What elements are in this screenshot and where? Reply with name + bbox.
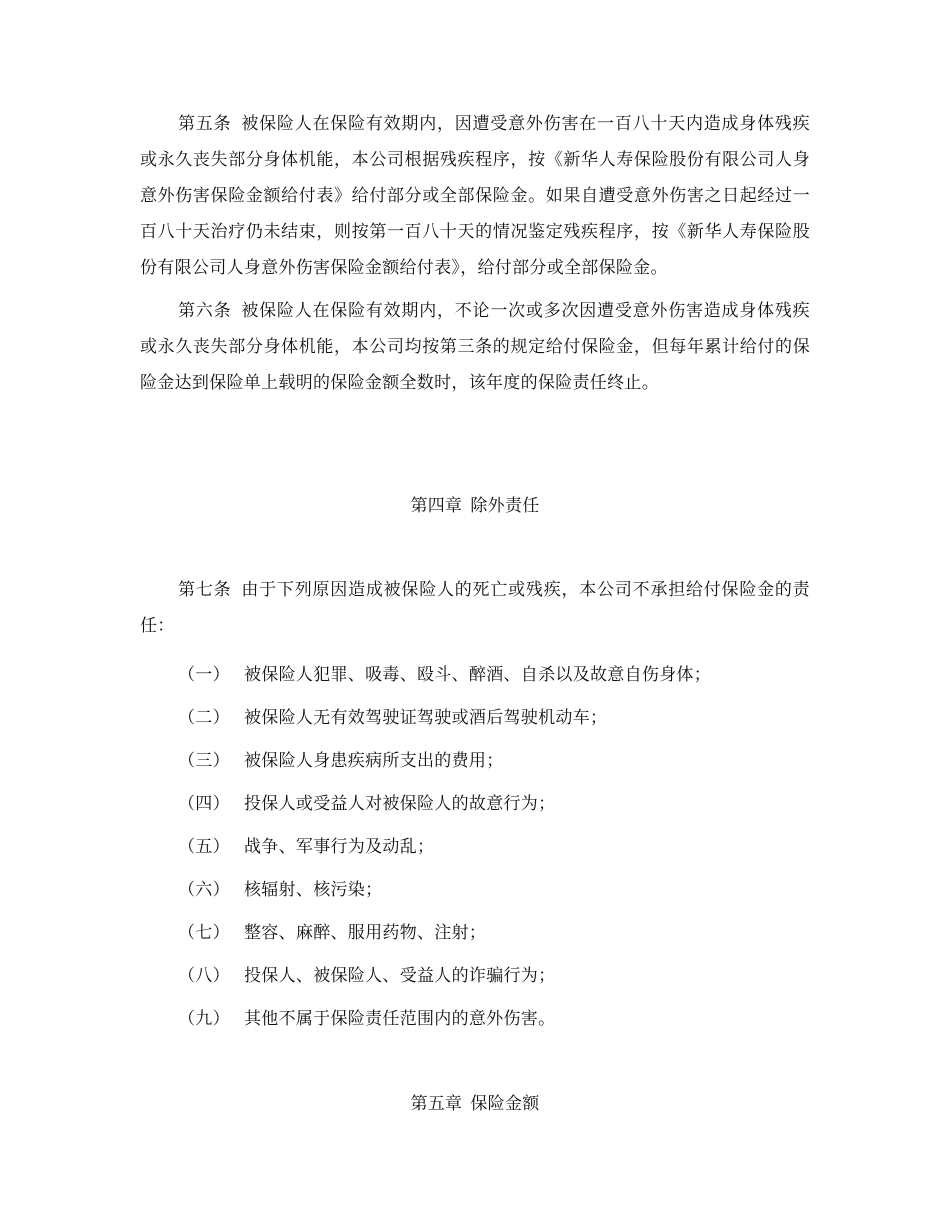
list-item-text: 被保险人犯罪、吸毒、殴斗、醉酒、自杀以及故意自伤身体； — [244, 665, 712, 685]
article-6 — [140, 293, 810, 401]
chapter-4-title: 除外责任 — [470, 496, 540, 516]
list-item-number: （五） — [178, 837, 230, 857]
article-6-text: 被保险人在保险有效期内，不论一次或多次因遭受意外伤害造成身体残疾或永久丧失部分身体机能，本公司均按第三条的规定给付保险金，但每年累计给付的保险金达到保险单上载明的保险金额全数时，该年度的保险责任终止。 — [140, 301, 810, 393]
list-item-text: 被保险人身患疾病所支出的费用； — [244, 751, 504, 771]
chapter-4-label: 第四章 — [410, 496, 463, 516]
list-item-number: （六） — [178, 880, 230, 900]
list-item — [178, 783, 818, 826]
article-7-text: 由于下列原因造成被保险人的死亡或残疾，本公司不承担给付保险金的责任： — [140, 580, 810, 636]
exclusion-list — [178, 654, 818, 1041]
list-item — [178, 654, 818, 697]
list-item — [178, 912, 818, 955]
chapter-5-label: 第五章 — [410, 1094, 463, 1114]
list-item-number: （九） — [178, 1009, 230, 1029]
article-6-label: 第六条 — [178, 301, 232, 321]
list-item-number: （三） — [178, 751, 230, 771]
article-5-label: 第五条 — [178, 114, 232, 134]
list-item-text: 投保人、被保险人、受益人的诈骗行为； — [244, 966, 556, 986]
article-5-text: 被保险人在保险有效期内，因遭受意外伤害在一百八十天内造成身体残疾或永久丧失部分身体机能，本公司根据残疾程序，按《新华人寿保险股份有限公司人身意外伤害保险金额给付表》给付部分或全部保险金。如果自遭受意外伤害之日起经过一百八十天治疗仍未结束，则按第一百八十天的情况鉴定残疾程序，按《新华人寿保险股份有限公司人身意外伤害保险金额给付表》，给付部分或全部保险金。 — [140, 114, 810, 278]
article-5 — [140, 106, 810, 286]
list-item-text: 核辐射、核污染； — [244, 880, 383, 900]
chapter-5-title: 保险金额 — [470, 1094, 540, 1114]
list-item — [178, 869, 818, 912]
list-item-number: （七） — [178, 923, 230, 943]
list-item — [178, 697, 818, 740]
list-item — [178, 998, 818, 1041]
article-7 — [140, 572, 810, 644]
article-7-label: 第七条 — [178, 580, 232, 600]
list-item-number: （四） — [178, 794, 230, 814]
list-item-text: 战争、军事行为及动乱； — [244, 837, 435, 857]
list-item-number: （八） — [178, 966, 230, 986]
list-item-number: （一） — [178, 665, 230, 685]
article-7-block — [140, 572, 810, 644]
list-item-text: 其他不属于保险责任范围内的意外伤害。 — [244, 1009, 556, 1029]
chapter-5-heading — [0, 1086, 950, 1122]
list-item-text: 被保险人无有效驾驶证驾驶或酒后驾驶机动车； — [244, 708, 608, 728]
chapter-4-heading — [0, 488, 950, 524]
article-5-6-block — [140, 106, 810, 401]
list-item-text: 整容、麻醉、服用药物、注射； — [244, 923, 487, 943]
list-item-number: （二） — [178, 708, 230, 728]
list-item — [178, 826, 818, 869]
list-item — [178, 955, 818, 998]
list-item — [178, 740, 818, 783]
list-item-text: 投保人或受益人对被保险人的故意行为； — [244, 794, 556, 814]
